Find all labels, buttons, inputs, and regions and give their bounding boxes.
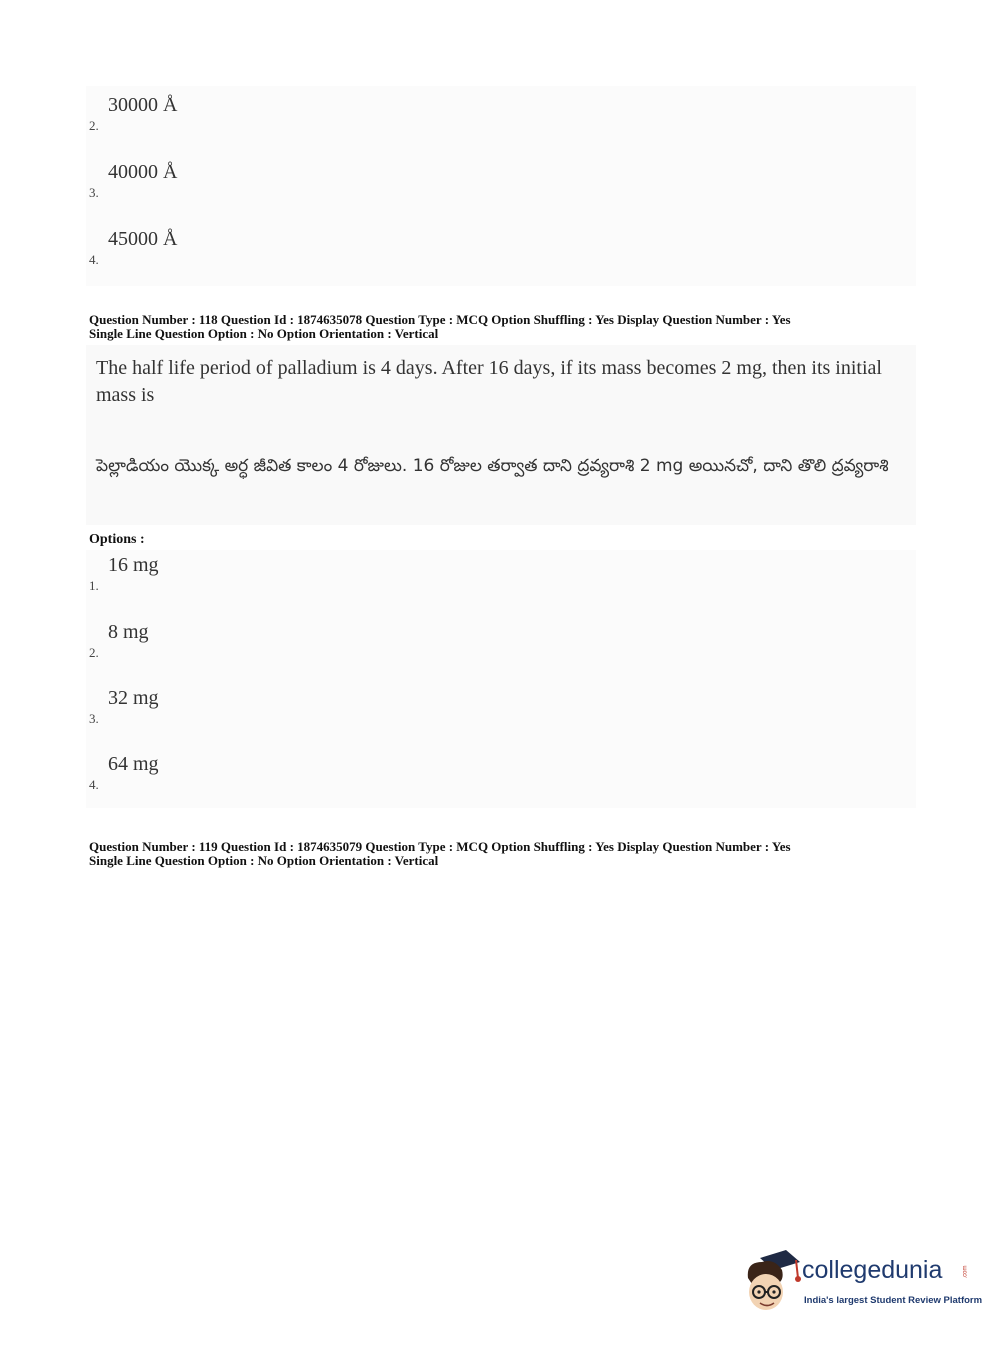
collegedunia-logo	[740, 1248, 983, 1320]
option-value: 45000 Å	[108, 228, 178, 250]
option-value: 40000 Å	[108, 161, 178, 183]
option-value: 64 mg	[108, 753, 159, 775]
options-label: Options :	[89, 532, 145, 547]
option-number: 4.	[89, 777, 99, 792]
question-meta-line2: Single Line Question Option : No Option Orientation : Vertical	[89, 326, 439, 341]
option-4	[86, 753, 286, 793]
question-text-english: The half life period of palladium is 4 days. After 16 days, if its mass becomes 2 mg, then its initial mass is	[96, 357, 882, 406]
question-meta-line2: Single Line Question Option : No Option Orientation : Vertical	[89, 853, 439, 868]
option-number: 3.	[89, 711, 99, 726]
option-4	[86, 228, 286, 268]
prev-options-block	[86, 86, 916, 286]
logo-tagline: India's largest Student Review Platform	[804, 1295, 983, 1306]
option-value: 16 mg	[108, 554, 159, 576]
mascot-icon	[740, 1248, 802, 1320]
option-value: 32 mg	[108, 687, 159, 709]
option-number: 1.	[89, 578, 99, 593]
option-number: 2.	[89, 118, 99, 133]
option-value: 8 mg	[108, 621, 149, 643]
options-block	[86, 550, 916, 808]
question-meta-line1: Question Number : 118 Question Id : 1874635078 Question Type : MCQ Option Shuffling : Yes Display Question Number : Yes	[89, 312, 791, 327]
logo-brand-text: collegedunia	[802, 1256, 943, 1284]
question-meta-line1: Question Number : 119 Question Id : 1874635079 Question Type : MCQ Option Shuffling : Yes Display Question Number : Yes	[89, 839, 791, 854]
question-text-telugu: పెల్లాడియం యొక్క అర్ధ జీవిత కాలం 4 రోజులు. 16 రోజుల తర్వాత దాని ద్రవ్యరాశి 2 mg అయినచో, దాని తొలి ద్రవ్యరాశి	[96, 456, 889, 476]
option-value: 30000 Å	[108, 94, 178, 116]
option-number: 4.	[89, 252, 99, 267]
question-text-box	[86, 345, 916, 525]
option-3	[86, 687, 286, 727]
option-2	[86, 621, 286, 661]
option-3	[86, 161, 286, 201]
logo-domain-suffix: .com	[962, 1265, 969, 1279]
option-1	[86, 554, 286, 594]
option-2	[86, 94, 286, 134]
option-number: 2.	[89, 645, 99, 660]
option-number: 3.	[89, 185, 99, 200]
